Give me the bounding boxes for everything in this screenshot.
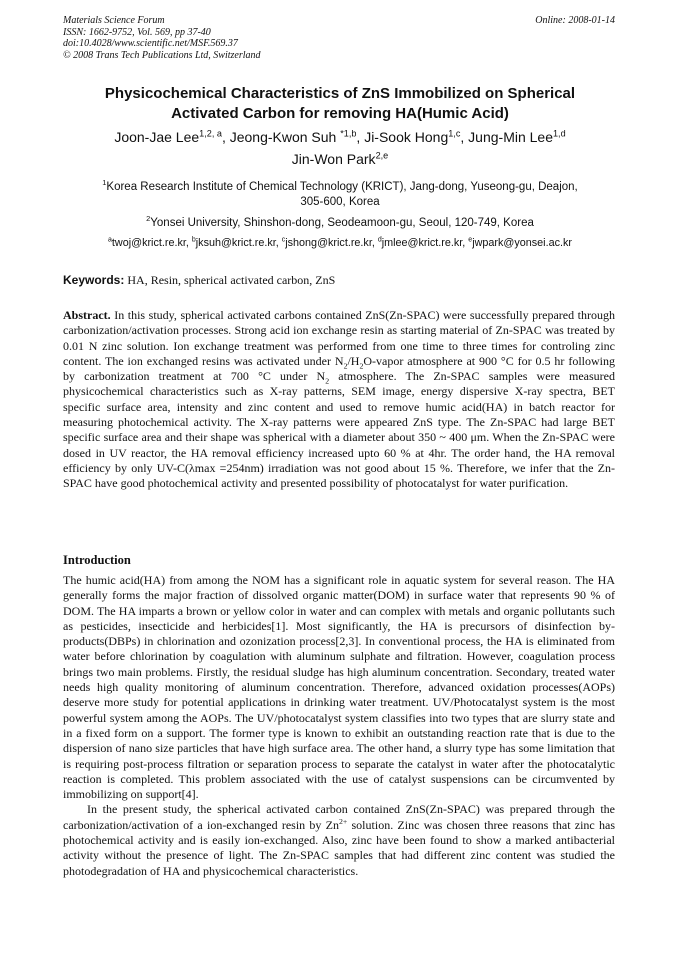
paragraph [63,802,615,878]
email-link[interactable]: jksuh@krict.re.kr [195,237,276,249]
author-sup: 1,d [553,128,566,139]
introduction-body [63,573,615,879]
copyright-line: © 2008 Trans Tech Publications Ltd, Switzerland [63,49,261,61]
author-name: Joon-Jae Lee [114,129,200,145]
abstract [63,308,615,492]
superscript: 2+ [338,816,348,826]
subscript: 2 [343,361,348,371]
author-name: , Jeong-Kwon Suh [221,129,341,145]
abstract-text: atmosphere. The Zn-SPAC samples were measured physicochemical characteristics such as X-ray patterns, SEM image, energy dispersive X-ray spectra, BET specific surface area, intensity and zinc content and used to remove humic acid(HA) in batch reactor for measuring photochemical activity. The X-ray patterns were appeared ZnS type. The Zn-SPAC had large BET specific surface area and their shape was spherical with a diameter about 350 ~ 400 μm. When the Zn-SPAC were dosed in UV reactor, the HA removal efficiency increased upto 60 % at 4hr. The order hand, the HA removal efficiency by only UV-C(λmax =254nm) irradiation was not good about 15 %. Therefore, we infer that the Zn-SPAC have good photochemical activity and presented possibility of photocatalyst for water purification. [63,369,615,491]
author-name: , Jung-Min Lee [460,129,553,145]
author-line-1 [40,126,640,148]
author-name: , Ji-Sook Hong [356,129,449,145]
author-sup: 1,c [448,128,461,139]
running-header [63,15,615,61]
abstract-text: In this study, spherical activated carbons contained ZnS(Zn-SPAC) were successfully prepared through carbonization/activation processes. Strong acid ion exchange resin as starting material of Zn-SPAC was treated by 0.01 N zinc solution. Ion exchange treatment was performed from one time to three times for controling zinc content. The ion exchanged resins was activated under N [63,308,615,368]
affiliation-text: 305-600, Korea [300,196,380,208]
keywords [63,273,335,288]
author-name: Jin-Won Park [291,151,376,167]
author-sup: 2,e [375,150,389,161]
paper-title [40,84,640,124]
paragraph-text: solution. Zinc was chosen three reasons that zinc has photochemical activity and is easily ion-exchanged. Also, zinc have been found to show a marked antibacterial activity without the presence of light. The Zn-SPAC samples that had different zinc content was studied the photodegradation of HA and physicochemical characteristics. [63,817,615,878]
affiliation-1 [40,180,640,210]
journal-name: Materials Science Forum [63,15,165,26]
email-link[interactable]: jshong@krict.re.kr [285,237,372,249]
abstract-text: /H [347,353,360,368]
email-link[interactable]: jmlee@krict.re.kr [381,237,463,249]
author-sup: 1,2, a [199,128,222,139]
author-list [40,126,640,170]
subscript: 2 [359,361,364,371]
email-link[interactable]: twoj@krict.re.kr [111,237,186,249]
online-date: Online: 2008-01-14 [535,15,615,26]
affiliation-mark: 1 [102,178,107,188]
email-list: $^a$twoj@krict.re.kr, $^b$jksuh@krict.re.kr, $^c$jshong@krict.re.kr, $^d$jmlee@krict.re.kr, $^e$jwpark@yonsei.ac.kr [108,236,572,249]
affiliation-text: Korea Research Institute of Chemical Technology (KRICT), Jang-dong, Yuseong-gu, Deajon, [106,181,578,193]
issn-line: ISSN: 1662-9752, Vol. 569, pp 37-40 [63,26,211,38]
section-heading-introduction: Introduction [63,553,131,567]
title-line-1: Physicochemical Characteristics of ZnS Immobilized on Spherical [104,85,576,102]
affiliation-mark: 2 [146,214,151,224]
keywords-text: HA, Resin, spherical activated carbon, ZnS [124,273,336,287]
paragraph: The humic acid(HA) from among the NOM has a significant role in aquatic system for several reason. The HA generally forms the major fraction of dissolved organic matter(DOM) in surface water that represents 90 % of DOM. The HA imparts a brown or yellow color in water and can complex with metals and organic pollutants such as pesticides, insecticide and herbicides[1]. Most significantly, the HA is precursors of disinfection by-products(DBPs) in chlorination and ozonization process[2,3]. In conventional process, the HA is eliminated from water before chlorination by coagulation with aluminum sulphate and filtration. However, coagulation process brings two main problems. Firstly, the residual sludge has high aluminum concentration. Secondary, treated water needs high quality monitoring of aluminum concentration. Therefore, advanced oxidation processes(AOPs) deserve more study for potential applications in drinking water treatment. UV/Photocatalyst system is the most powerful system among the AOPs. The UV/photocatalyst system classifies into two types that are slurry state and in a fixed form on a support. The former type is known to exhibit an outstanding reaction rate that is due to the dispersion of nano size particles that have high surface area. The other hand, a slurry type has some limitation that is requiring post-process filtration or separation process to separate the catalyst in water after the photocatalytic reaction is completed. This problem associated with the use of catalyst suspensions can be circumvented by immobilizing on support[4]. [63,573,615,802]
affiliation-2 [40,216,640,231]
abstract-label: Abstract. [63,308,111,322]
affiliation-text: Yonsei University, Shinshon-dong, Seodeamoon-gu, Seoul, 120-749, Korea [150,217,534,229]
abstract-text: O-vapor atmosphere at 900 °C for 0.5 hr following by carbonization treatment at 700 °C under N [63,353,615,384]
paragraph-text: In the present study, the spherical activated carbon contained ZnS(Zn-SPAC) was prepared through the carbonization/activation of a ion-exchanged resin by Zn [63,802,615,832]
doi-line: doi:10.4028/www.scientific.net/MSF.569.37 [63,38,238,49]
subscript: 2 [325,376,330,386]
keywords-label: Keywords: [63,273,125,287]
author-sup: *1,b [340,128,357,139]
title-line-2: Activated Carbon for removing HA(Humic Acid) [171,105,509,122]
email-link[interactable]: jwpark@yonsei.ac.kr [472,237,572,249]
author-line-2 [40,148,640,170]
